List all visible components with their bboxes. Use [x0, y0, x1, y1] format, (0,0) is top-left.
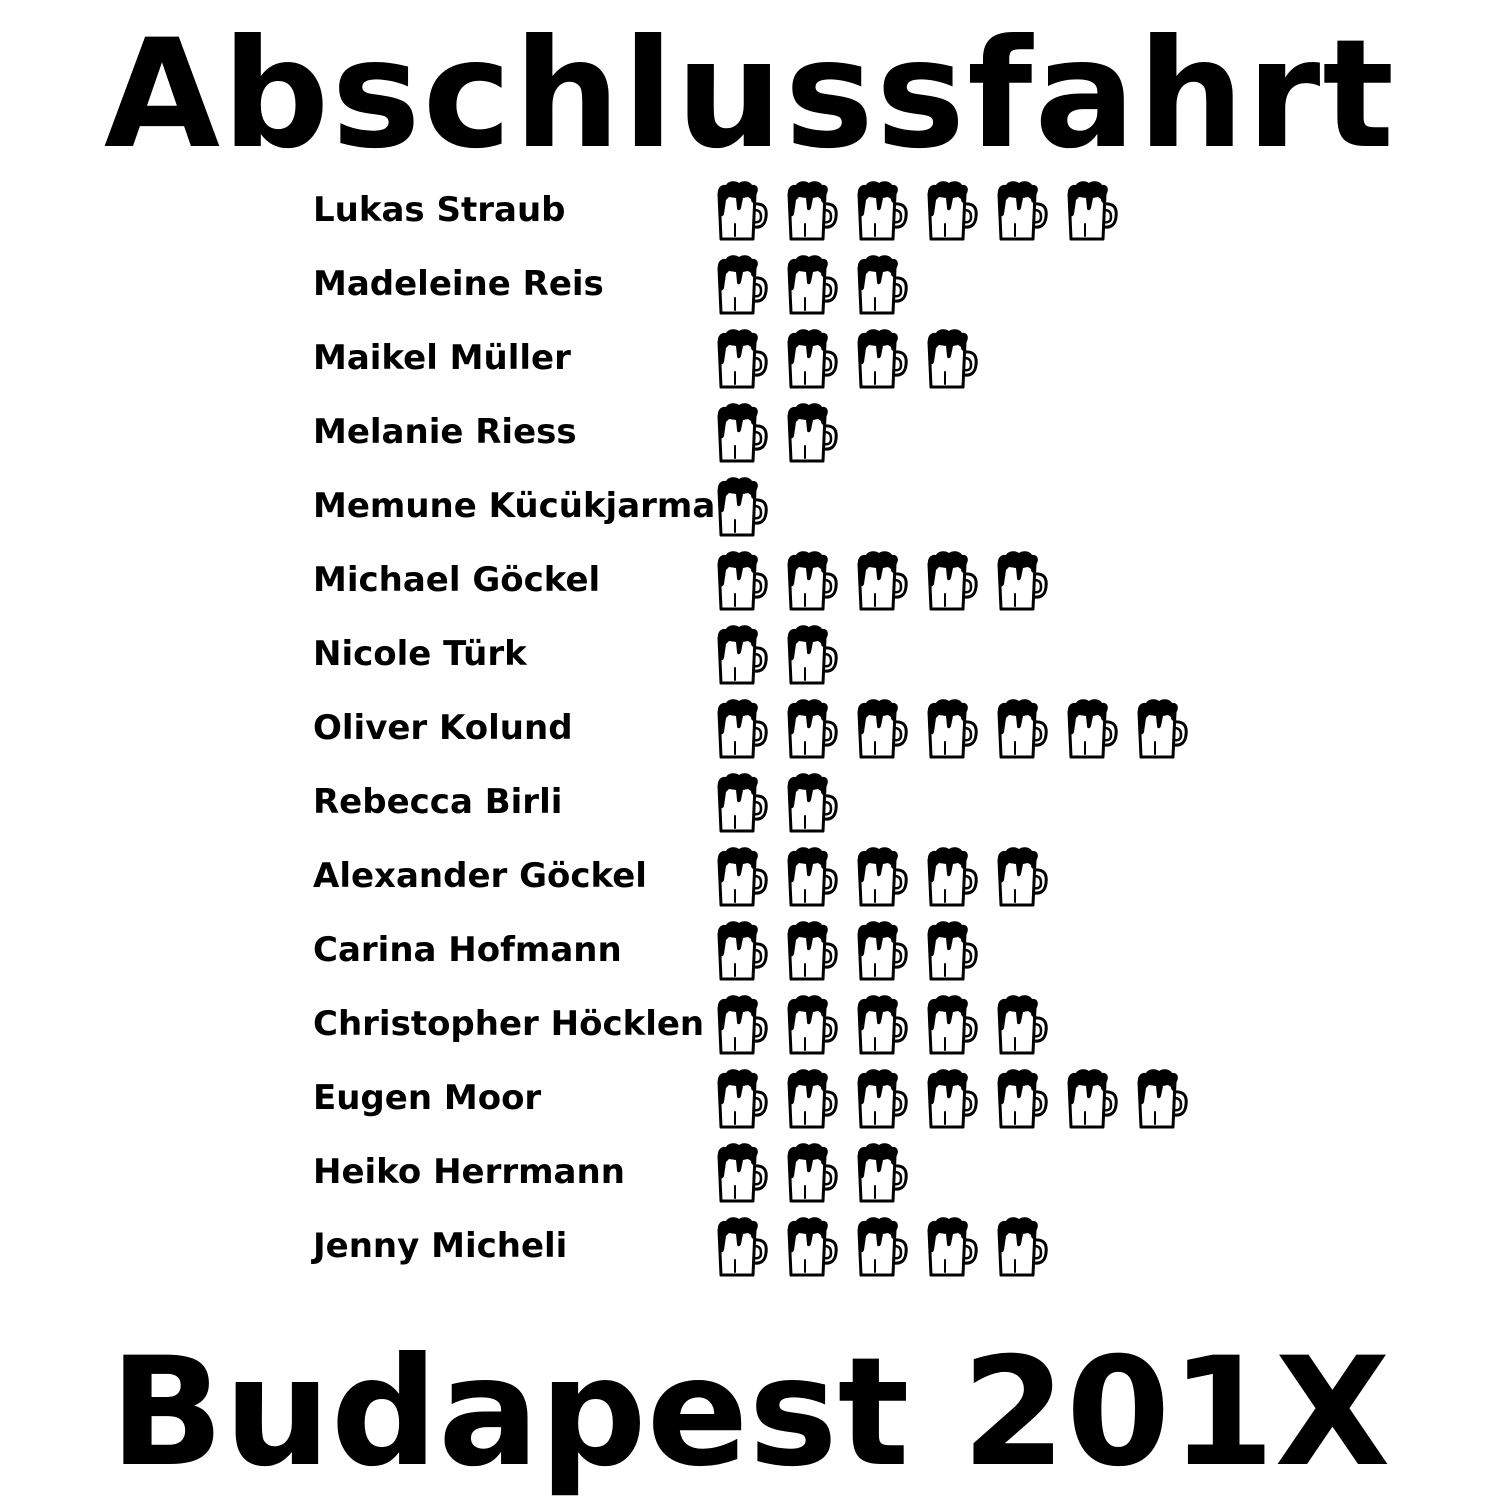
beer-mug-icon: [1065, 180, 1119, 242]
beer-mug-icon: [715, 254, 769, 316]
list-item: [313, 840, 1213, 914]
list-item: [313, 470, 1213, 544]
person-name: Madeleine Reis: [313, 264, 604, 304]
beer-mug-icon: [925, 328, 979, 390]
beer-mug-icon: [925, 550, 979, 612]
beer-mug-icon: [715, 476, 769, 538]
beer-mug-icon: [855, 1216, 909, 1278]
list-item: [313, 174, 1213, 248]
beer-mug-icon: [855, 254, 909, 316]
footer-title: Budapest 201X: [109, 1326, 1391, 1500]
beer-mug-icon: [855, 1142, 909, 1204]
list-item: [313, 766, 1213, 840]
beer-mug-icon: [715, 1068, 769, 1130]
beer-mug-icon: [925, 1068, 979, 1130]
beer-mug-icon: [715, 180, 769, 242]
list-item: [313, 618, 1213, 692]
beer-mug-icon: [1135, 698, 1189, 760]
beer-mug-icon: [785, 920, 839, 982]
beer-mug-icon: [855, 550, 909, 612]
list-item: [313, 692, 1213, 766]
person-name: Carina Hofmann: [313, 930, 622, 970]
list-item: [313, 396, 1213, 470]
beer-mug-icon: [715, 698, 769, 760]
beer-mug-icon: [995, 994, 1049, 1056]
person-name: Memune Kücükjarma: [313, 486, 716, 526]
beer-mug-icon: [1065, 698, 1119, 760]
beer-mug-icon: [1135, 1068, 1189, 1130]
beer-mug-icon: [925, 1216, 979, 1278]
person-name: Christopher Höcklen: [313, 1004, 705, 1044]
person-name: Melanie Riess: [313, 412, 577, 452]
person-name: Eugen Moor: [313, 1078, 542, 1118]
beer-mug-icon: [855, 1068, 909, 1130]
beer-mug-icon: [995, 846, 1049, 908]
beer-mug-icon: [715, 772, 769, 834]
beer-mug-icon: [785, 698, 839, 760]
beer-mug-icon: [995, 180, 1049, 242]
beer-list: [313, 174, 1213, 1284]
person-name: Oliver Kolund: [313, 708, 573, 748]
beer-mug-icon: [785, 846, 839, 908]
beer-mug-icon: [855, 846, 909, 908]
beer-mug-icon: [995, 550, 1049, 612]
beer-mug-icon: [785, 1068, 839, 1130]
beer-mug-icon: [785, 772, 839, 834]
beer-mug-icon: [925, 920, 979, 982]
beer-mug-icon: [715, 550, 769, 612]
list-item: [313, 988, 1213, 1062]
beer-mug-icon: [715, 846, 769, 908]
beer-mug-icon: [855, 994, 909, 1056]
beer-mug-icon: [785, 328, 839, 390]
list-item: [313, 1210, 1213, 1284]
person-name: Lukas Straub: [313, 190, 566, 230]
beer-mug-icon: [925, 994, 979, 1056]
beer-mug-icon: [855, 698, 909, 760]
beer-mug-icon: [715, 920, 769, 982]
person-name: Jenny Micheli: [313, 1226, 568, 1266]
beer-mug-icon: [785, 180, 839, 242]
list-item: [313, 1136, 1213, 1210]
beer-mug-icon: [785, 254, 839, 316]
beer-mug-icon: [785, 1142, 839, 1204]
list-item: [313, 914, 1213, 988]
person-name: Alexander Göckel: [313, 856, 647, 896]
beer-mug-icon: [715, 1216, 769, 1278]
beer-mug-icon: [715, 624, 769, 686]
person-name: Michael Göckel: [313, 560, 601, 600]
beer-mug-icon: [995, 698, 1049, 760]
beer-mug-icon: [1065, 1068, 1119, 1130]
beer-mug-icon: [855, 180, 909, 242]
beer-mug-icon: [785, 550, 839, 612]
person-name: Rebecca Birli: [313, 782, 563, 822]
beer-mug-icon: [715, 994, 769, 1056]
list-item: [313, 322, 1213, 396]
list-item: [313, 248, 1213, 322]
beer-mug-icon: [785, 994, 839, 1056]
list-item: [313, 1062, 1213, 1136]
beer-mug-icon: [785, 402, 839, 464]
person-name: Heiko Herrmann: [313, 1152, 625, 1192]
beer-mug-icon: [785, 1216, 839, 1278]
beer-mug-icon: [855, 920, 909, 982]
person-name: Nicole Türk: [313, 634, 527, 674]
beer-mug-icon: [995, 1068, 1049, 1130]
beer-mug-icon: [925, 846, 979, 908]
beer-mug-icon: [925, 180, 979, 242]
page-title: Abschlussfahrt: [103, 8, 1397, 182]
beer-mug-icon: [715, 328, 769, 390]
person-name: Maikel Müller: [313, 338, 571, 378]
list-item: [313, 544, 1213, 618]
beer-mug-icon: [995, 1216, 1049, 1278]
beer-mug-icon: [785, 624, 839, 686]
beer-mug-icon: [855, 328, 909, 390]
beer-mug-icon: [715, 402, 769, 464]
beer-mug-icon: [925, 698, 979, 760]
beer-mug-icon: [715, 1142, 769, 1204]
